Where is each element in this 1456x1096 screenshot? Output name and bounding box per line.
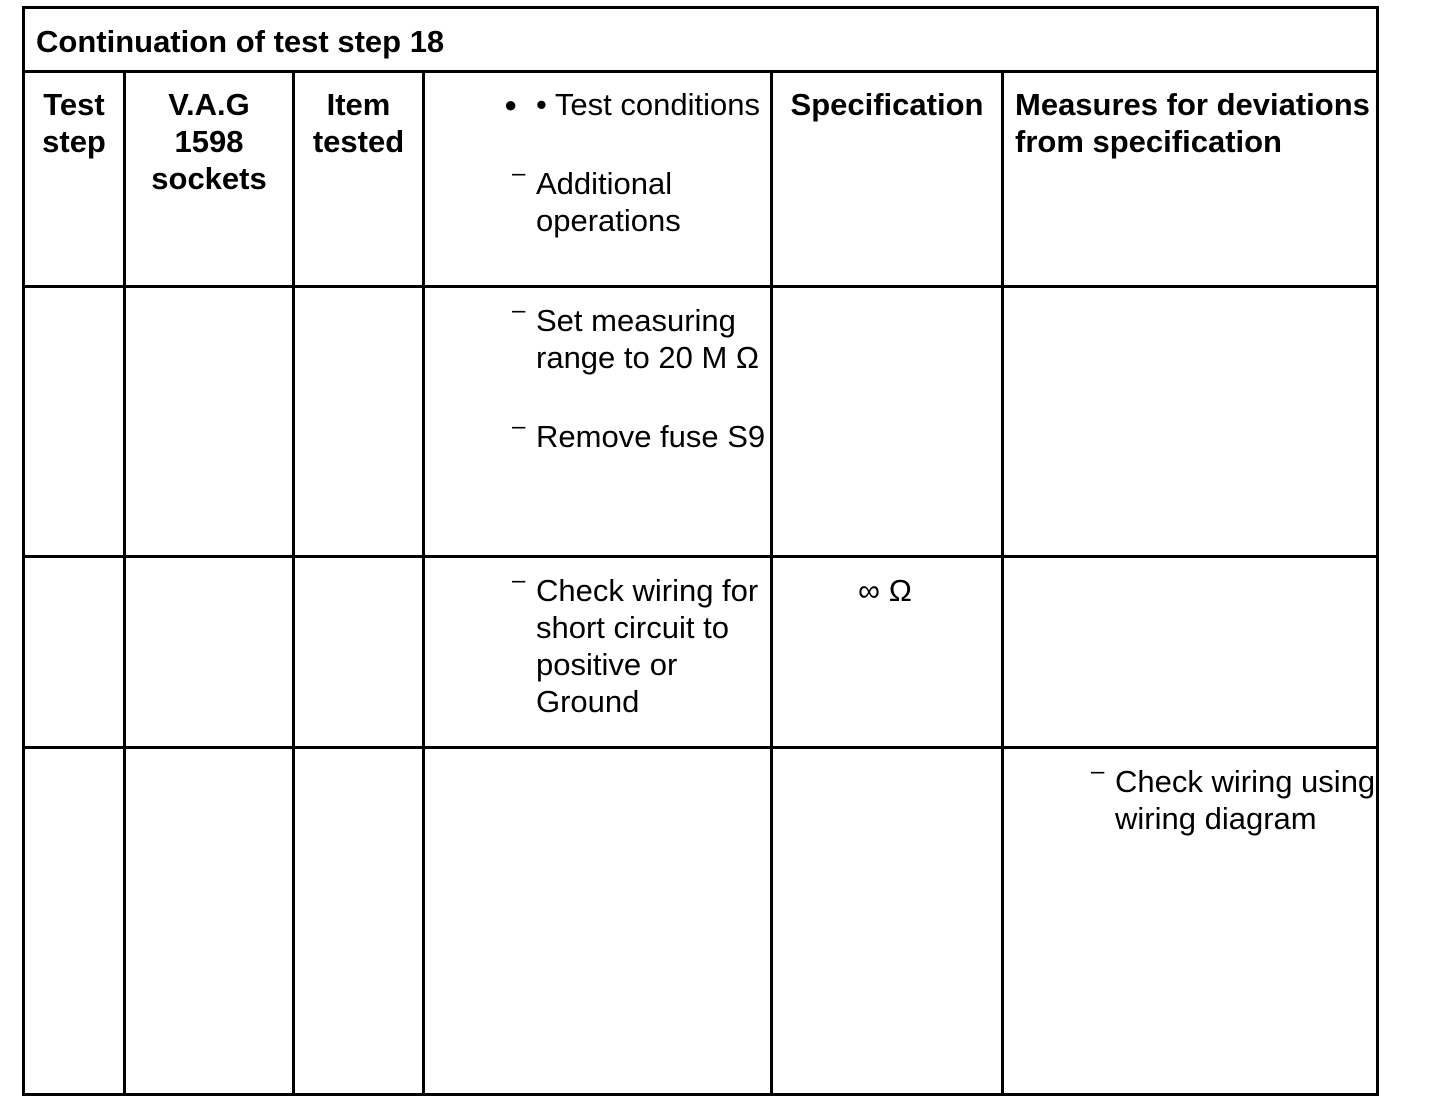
operation-text: Remove fuse S9 bbox=[536, 419, 766, 454]
operation-text: Set measuring range to 20 M Ω bbox=[536, 303, 760, 375]
operation-text: Check wiring for short circuit to positive or Ground bbox=[536, 573, 759, 719]
dash-icon: – bbox=[512, 567, 526, 594]
header-specification: Specification bbox=[772, 72, 1003, 287]
cell-test-step bbox=[24, 557, 125, 748]
bullet-icon: ● bbox=[504, 92, 518, 117]
dash-icon: – bbox=[1091, 758, 1105, 785]
cell-item-tested bbox=[294, 748, 424, 1095]
cell-test-step bbox=[24, 748, 125, 1095]
cell-measures bbox=[1003, 557, 1378, 748]
header-test-conditions bbox=[424, 72, 772, 287]
cell-specification bbox=[772, 748, 1003, 1095]
cell-measures bbox=[1003, 748, 1378, 1095]
cell-operations bbox=[424, 287, 772, 557]
header-row bbox=[24, 72, 1378, 287]
cell-item-tested bbox=[294, 557, 424, 748]
measure-text: Check wiring using wiring diagram bbox=[1115, 764, 1376, 836]
conditions-dash-item bbox=[425, 160, 770, 239]
dash-icon: – bbox=[512, 297, 526, 324]
caption-row bbox=[24, 8, 1378, 72]
header-test-step: Test step bbox=[24, 72, 125, 287]
cell-test-step bbox=[24, 287, 125, 557]
operation-item bbox=[425, 297, 770, 376]
header-vag-line1: V.A.G bbox=[168, 87, 250, 122]
header-vag-sockets bbox=[125, 72, 294, 287]
table-caption: Continuation of test step 18 bbox=[24, 8, 1378, 72]
header-item-tested: Item tested bbox=[294, 72, 424, 287]
conditions-list bbox=[425, 86, 770, 123]
dash-icon: – bbox=[512, 413, 526, 440]
conditions-dash-text: Additional operations bbox=[536, 166, 681, 238]
header-measures: Measures for deviations from specification bbox=[1003, 72, 1378, 287]
operation-item bbox=[425, 413, 770, 455]
cell-vag-sockets bbox=[125, 557, 294, 748]
conditions-bullet-item bbox=[504, 86, 770, 123]
cell-vag-sockets bbox=[125, 748, 294, 1095]
cell-operations bbox=[424, 748, 772, 1095]
header-vag-line3: sockets bbox=[151, 161, 267, 196]
header-vag-line2: 1598 bbox=[174, 124, 244, 159]
cell-measures bbox=[1003, 287, 1378, 557]
cell-item-tested bbox=[294, 287, 424, 557]
table-row bbox=[24, 287, 1378, 557]
cell-operations bbox=[424, 557, 772, 748]
dash-icon: – bbox=[512, 160, 526, 187]
table-row bbox=[24, 557, 1378, 748]
measure-item bbox=[1004, 758, 1376, 837]
cell-specification: ∞ Ω bbox=[772, 557, 1003, 748]
test-step-table bbox=[22, 6, 1379, 1096]
operation-item bbox=[425, 567, 770, 720]
cell-specification bbox=[772, 287, 1003, 557]
table-row bbox=[24, 748, 1378, 1095]
conditions-bullet-text: • Test conditions bbox=[536, 87, 760, 122]
cell-vag-sockets bbox=[125, 287, 294, 557]
